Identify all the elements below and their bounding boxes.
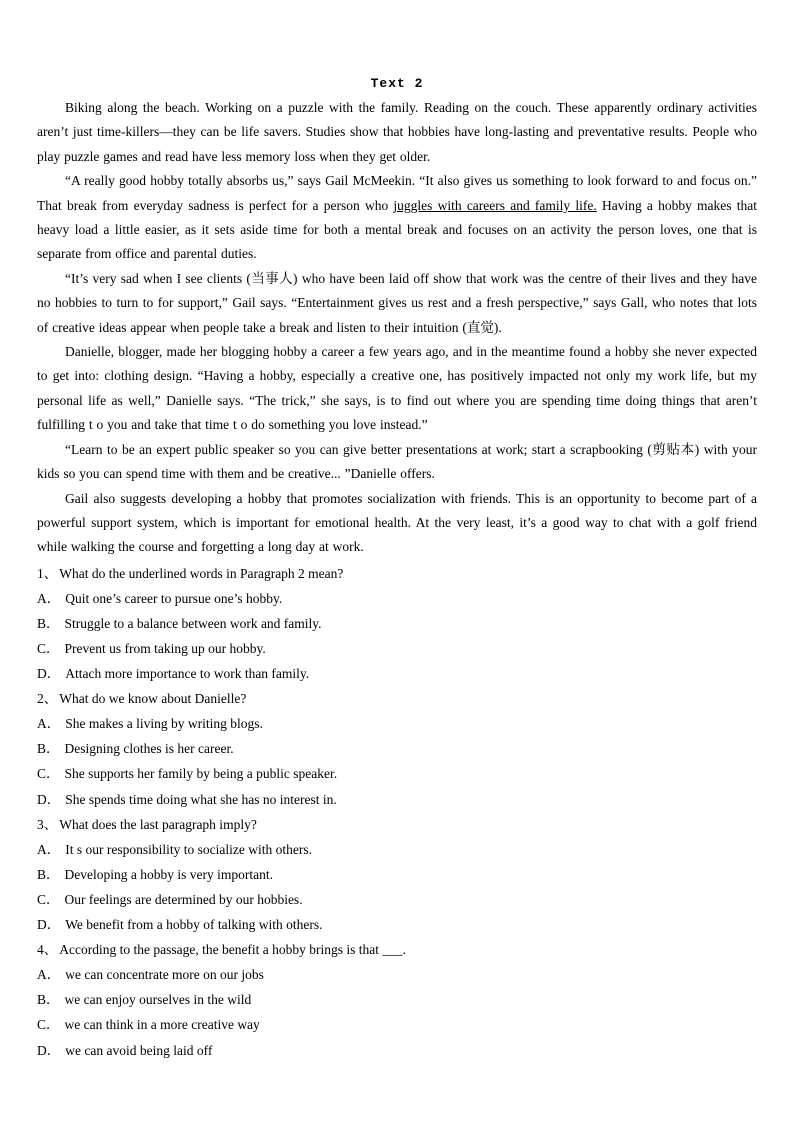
- option-text: Designing clothes is her career.: [64, 741, 234, 757]
- question-1: [37, 561, 757, 686]
- option-label: A．: [37, 590, 61, 606]
- option-label: C．: [37, 766, 60, 782]
- question-3: [37, 812, 757, 937]
- option-label: D．: [37, 1042, 61, 1058]
- question-4-option-b: [37, 987, 757, 1012]
- option-text: We benefit from a hobby of talking with others.: [65, 917, 323, 933]
- option-text: Attach more importance to work than family.: [65, 666, 310, 682]
- question-3-text: What does the last paragraph imply?: [59, 816, 257, 832]
- question-1-number: 1、: [37, 565, 58, 581]
- question-1-option-b: [37, 611, 757, 636]
- question-4-option-a: [37, 962, 757, 987]
- question-4-option-d: [37, 1038, 757, 1063]
- option-label: C．: [37, 891, 60, 907]
- question-2-text: What do we know about Danielle?: [59, 691, 247, 707]
- option-label: C．: [37, 641, 60, 656]
- option-text: we can think in a more creative way: [64, 1017, 260, 1033]
- question-3-number: 3、: [37, 816, 58, 832]
- question-4-stem: [37, 937, 757, 962]
- option-text: we can avoid being laid off: [65, 1042, 213, 1058]
- option-label: B．: [37, 741, 60, 757]
- option-label: B．: [37, 866, 60, 882]
- option-text: Our feelings are determined by our hobbies.: [64, 891, 303, 907]
- question-3-option-c: [37, 887, 757, 912]
- question-1-stem: [37, 561, 757, 586]
- question-1-option-d: [37, 661, 757, 686]
- option-label: A．: [37, 841, 61, 857]
- question-4: [37, 937, 757, 1062]
- question-2-number: 2、: [37, 691, 58, 707]
- questions-section: [37, 561, 757, 1063]
- passage-paragraph-4: Danielle, blogger, made her blogging hobby a career a few years ago, and in the meantime found a hobby she never expected to get into: clothing design. “Having a hobby, especially a creative one, has positively impacted not only my work life, but my personal life as well,” Danielle says. “The trick,” she says, is to find out where you are spending time doing things that aren’t fulfilling t o you and take that time t o do something you love instead.”: [37, 344, 757, 433]
- option-label: B．: [37, 992, 60, 1008]
- option-label: B．: [37, 615, 60, 631]
- doc-title: Text 2: [370, 76, 424, 91]
- question-3-option-a: [37, 837, 757, 862]
- question-2-option-b: [37, 736, 757, 761]
- paragraph-2-before: “A really good hobby totally absorbs us,” says Gail McMeekin. “It also gives us something to look forward to and focus on.” That break from everyday sadness is perfect for a person who: [37, 173, 757, 213]
- option-text: Developing a hobby is very important.: [64, 866, 273, 882]
- question-4-option-c: [37, 1012, 757, 1037]
- option-text: we can enjoy ourselves in the wild: [64, 992, 252, 1008]
- question-4-number: 4、: [37, 942, 58, 958]
- option-text: Prevent us from taking up our hobby.: [64, 641, 266, 656]
- option-text: She supports her family by being a public speaker.: [64, 766, 338, 782]
- option-text: She spends time doing what she has no interest in.: [65, 791, 337, 807]
- underlined-phrase: juggles with careers and family life.: [393, 197, 597, 213]
- question-3-option-b: [37, 862, 757, 887]
- paragraph-2-after: Having a hobby makes that heavy load a little easier, as it sets aside time for both a mental break and focuses on an activity the person loves, one that is separate from office and parental duties.: [37, 197, 757, 262]
- question-1-option-c: [37, 636, 757, 661]
- question-1-text: What do the underlined words in Paragraph 2 mean?: [59, 565, 344, 581]
- option-label: D．: [37, 666, 61, 682]
- question-2-option-a: [37, 711, 757, 736]
- question-3-option-d: [37, 912, 757, 937]
- option-label: D．: [37, 791, 61, 807]
- option-label: A．: [37, 967, 61, 983]
- option-text: It s our responsibility to socialize with others.: [65, 841, 312, 857]
- passage-paragraph-1: Biking along the beach. Working on a puzzle with the family. Reading on the couch. These apparently ordinary activities aren’t just time-killers—they can be life savers. Studies show that hobbies have long-lasting and preventative results. People who play puzzle games and read have less memory loss when they get older.: [37, 100, 757, 164]
- option-text: Quit one’s career to pursue one’s hobby.: [65, 590, 283, 606]
- passage-paragraph-3: “It’s very sad when I see clients (当事人) who have been laid off show that work was the centre of their lives and they have no hobbies to turn to for support,” Gail says. “Entertainment gives us rest and a fresh perspective,” says Gall, who notes that lots of creative ideas appear when people take a break and listen to their intuition (直觉).: [37, 270, 757, 335]
- passage-paragraph-6: Gail also suggests developing a hobby that promotes socialization with friends. This is an opportunity to become part of a powerful support system, which is important for emotional health. At the very least, it’s a good way to chat with a golf friend while walking the course and forgetting a long day at work.: [37, 490, 757, 555]
- option-label: C．: [37, 1017, 60, 1033]
- option-text: She makes a living by writing blogs.: [65, 716, 263, 732]
- option-text: we can concentrate more on our jobs: [65, 967, 264, 983]
- question-4-text: According to the passage, the benefit a hobby brings is that ___.: [59, 942, 407, 958]
- passage-paragraph-2: [37, 169, 757, 267]
- question-2-option-d: [37, 787, 757, 812]
- question-2-stem: [37, 686, 757, 711]
- question-1-option-a: [37, 586, 757, 611]
- passage-paragraph-5: “Learn to be an expert public speaker so you can give better presentations at work; start a scrapbooking (剪贴本) with your kids so you can spend time with them and be creative... ”Danielle offers.: [37, 441, 757, 482]
- option-label: A．: [37, 716, 61, 732]
- question-2-option-c: [37, 761, 757, 786]
- question-3-stem: [37, 812, 757, 837]
- option-text: Struggle to a balance between work and family.: [64, 615, 322, 631]
- question-2: [37, 686, 757, 811]
- option-label: D．: [37, 917, 61, 933]
